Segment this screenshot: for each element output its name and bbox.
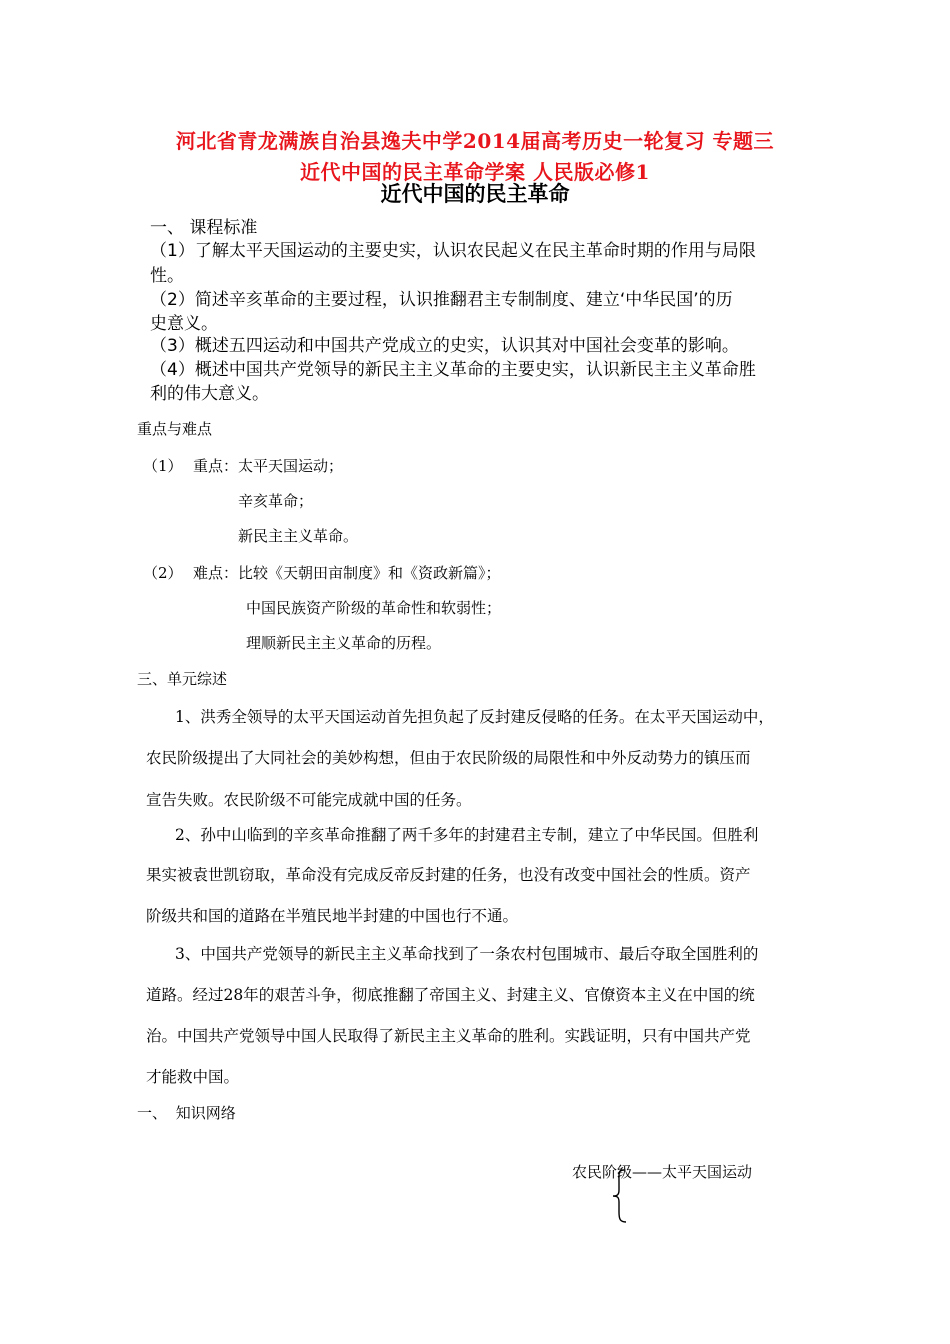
key-point-sub: 辛亥革命；	[238, 492, 314, 510]
course-standard-line: （4）概述中国共产党领导的新民主主义革命的主要史实，认识新民主主义革命胜	[150, 360, 756, 380]
summary-paragraph-line: 治。中国共产党领导中国人民取得了新民主主义革命的胜利。实践证明，只有中国共产党	[146, 1027, 751, 1045]
course-standard-line: （1）了解太平天国运动的主要史实，认识农民起义在民主革命时期的作用与局限	[150, 241, 756, 261]
difficulty-number: （2）	[143, 564, 183, 582]
key-point-number: （1）	[143, 457, 183, 475]
summary-paragraph-line: 3、中国共产党领导的新民主主义革命找到了一条农村包围城市、最后夺取全国胜利的	[175, 945, 759, 963]
network-entry: 农民阶级——太平天国运动	[572, 1163, 753, 1181]
summary-paragraph-line: 才能救中国。	[146, 1068, 240, 1086]
main-title: 近代中国的民主革命	[380, 181, 570, 206]
course-standard-line: （2）简述辛亥革命的主要过程，认识推翻君主专制制度、建立‘中华民国’的历	[150, 290, 733, 310]
summary-paragraph-line: 1、洪秀全领导的太平天国运动首先担负起了反封建反侵略的任务。在太平天国运动中，	[175, 708, 774, 726]
summary-heading: 三、单元综述	[137, 670, 228, 688]
difficulty-sub: 理顺新民主主义革命的历程。	[246, 634, 442, 652]
document-title-line-2: 近代中国的民主革命学案 人民版必修1	[300, 160, 650, 184]
key-point-sub: 新民主主义革命。	[238, 527, 359, 545]
summary-paragraph-line: 阶级共和国的道路在半殖民地半封建的中国也行不通。	[146, 907, 519, 925]
summary-paragraph-line: 2、孙中山临到的辛亥革命推翻了两千多年的封建君主专制，建立了中华民国。但胜利	[175, 826, 759, 844]
course-standard-line: （3）概述五四运动和中国共产党成立的史实，认识其对中国社会变革的影响。	[150, 336, 739, 356]
key-point-label: 重点：太平天国运动；	[193, 457, 344, 475]
course-standard-line: 利的伟大意义。	[150, 384, 269, 404]
summary-paragraph-line: 果实被袁世凯窃取，革命没有完成反帝反封建的任务，也没有改变中国社会的性质。资产	[146, 866, 751, 884]
document-title-line-1: 河北省青龙满族自治县逸夫中学2014届高考历史一轮复习 专题三	[175, 129, 775, 153]
difficulty-sub: 中国民族资产阶级的革命性和软弱性；	[246, 599, 502, 617]
course-standard-heading: 一、 课程标准	[150, 218, 258, 238]
network-heading: 一、 知识网络	[137, 1104, 236, 1122]
key-points-heading: 重点与难点	[137, 420, 213, 438]
summary-paragraph-line: 道路。经过28年的艰苦斗争，彻底推翻了帝国主义、封建主义、官僚资本主义在中国的统	[146, 986, 755, 1004]
difficulty-label: 难点：比较《天朝田亩制度》和《资政新篇》；	[193, 564, 501, 582]
summary-paragraph-line: 宣告失败。农民阶级不可能完成就中国的任务。	[146, 791, 472, 809]
curly-brace-icon	[608, 1168, 630, 1224]
course-standard-line: 史意义。	[150, 314, 218, 334]
course-standard-line: 性。	[150, 266, 184, 286]
summary-paragraph-line: 农民阶级提出了大同社会的美妙构想，但由于农民阶级的局限性和中外反动势力的镇压而	[146, 749, 751, 767]
